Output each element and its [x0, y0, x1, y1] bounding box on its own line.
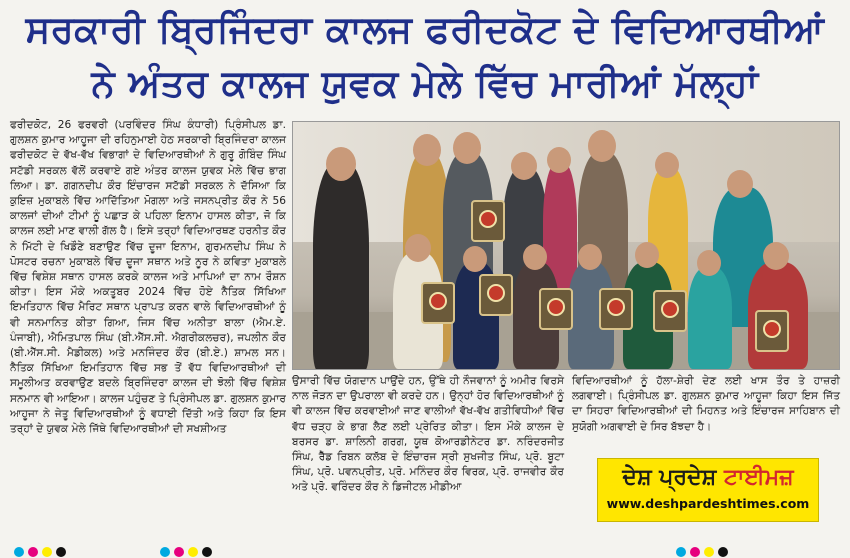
article-column-2 [292, 374, 564, 496]
news-photo [292, 121, 840, 370]
print-color-bar [0, 546, 850, 558]
headline [8, 4, 842, 112]
article-column-3 [572, 374, 840, 435]
headline-line-1: ਸਰਕਾਰੀ ਬ੍ਰਿਜਿੰਦਰਾ ਕਾਲਜ ਫਰੀਦਕੋਟ ਦੇ ਵਿਦਿਆਰਥੀਆਂ [25, 8, 825, 51]
article-column-1 [10, 118, 286, 437]
website-url: www.deshpardeshtimes.com [606, 496, 810, 511]
brand-part-1: ਦੇਸ਼ ਪ੍ਰਦੇਸ਼ [622, 465, 717, 490]
headline-line-2: ਨੇ ਅੰਤਰ ਕਾਲਜ ਯੁਵਕ ਮੇਲੇ ਵਿੱਚ ਮਾਰੀਆਂ ਮੱਲ੍ਹਾਂ [91, 62, 759, 105]
article-text-2: ਉਸਾਰੀ ਵਿੱਚ ਯੋਗਦਾਨ ਪਾਉਂਦੇ ਹਨ, ਉੱਥੇ ਹੀ ਨੌਜਵਾਨਾਂ ਨੂੰ ਅਮੀਰ ਵਿਰਸੇ ਨਾਲ ਜੋੜਨ ਦਾ ਉਪਰਾਲਾ ਵੀ ਕਰਦੇ ਹਨ। ਉਨ੍ਹਾਂ ਹੋਰ ਵਿਦਿਆਰਥੀਆਂ ਨੂੰ ਵੀ ਕਾਲਜ ਵਿੱਚ ਕਰਵਾਈਆਂ ਜਾਣ ਵਾਲੀਆਂ ਵੱਖ-ਵੱਖ ਗਤੀਵਿਧੀਆਂ ਵਿੱਚ ਵੱਧ ਚੜ੍ਹ ਕੇ ਭਾਗ ਲੈਣ ਲਈ ਪ੍ਰੇਰਿਤ ਕੀਤਾ। ਇਸ ਮੌਕੇ ਕਾਲਜ ਦੇ ਬਰਸਰ ਡਾ. ਸ਼ਾਲਿਨੀ ਗਰਗ, ਯੂਥ ਕੋਆਰਡੀਨੇਟਰ ਡਾ. ਨਰਿੰਦਰਜੀਤ ਸਿੰਘ, ਰੈੱਡ ਰਿਬਨ ਕਲੱਬ ਦੇ ਇੰਚਾਰਜ ਸ੍ਰੀ ਸੁਖਜੀਤ ਸਿੰਘ, ਪ੍ਰੋ. ਬੂਟਾ ਸਿੰਘ, ਪ੍ਰੋ. ਪਵਨਪ੍ਰੀਤ, ਪ੍ਰੋ. ਮਨਿੰਦਰ ਕੌਰ ਵਿਰਕ, ਪ੍ਰੋ. ਰਾਜਵੀਰ ਕੌਰ ਅਤੇ ਪ੍ਰੋ. ਵਰਿੰਦਰ ਕੌਰ ਨੇ ਡਿਜੀਟਲ ਮੀਡੀਆ [292, 375, 564, 494]
publication-logo [597, 458, 819, 522]
brand-part-2: ਟਾਈਮਜ਼ [723, 465, 794, 490]
article-text-3: ਵਿਦਿਆਰਥੀਆਂ ਨੂੰ ਹੱਲਾ-ਸ਼ੇਰੀ ਦੇਣ ਲਈ ਖਾਸ ਤੌਰ ਤੇ ਹਾਜ਼ਰੀ ਲਗਵਾਈ। ਪ੍ਰਿੰਸੀਪਲ ਡਾ. ਗੁਲਸ਼ਨ ਕੁਮਾਰ ਆਹੂਜਾ ਕਿਹਾ ਇਸ ਜਿੱਤ ਦਾ ਸਿਹਰਾ ਵਿਦਿਆਰਥੀਆਂ ਦੀ ਮਿਹਨਤ ਅਤੇ ਇੰਚਾਰਜ ਸਾਹਿਬਾਨ ਦੀ ਸੁਯੋਗੀ ਅਗਵਾਈ ਦੇ ਸਿਰ ਬੱਝਦਾ ਹੈ। [572, 375, 840, 433]
article-text-1: ਫਰੀਦਕੋਟ, 26 ਫਰਵਰੀ (ਪਰਵਿੰਦਰ ਸਿੰਘ ਕੰਧਾਰੀ) ਪ੍ਰਿੰਸੀਪਲ ਡਾ. ਗੁਲਸ਼ਨ ਕੁਮਾਰ ਆਹੂਜਾ ਦੀ ਰਹਿਨੁਮਾਈ ਹੇਠ ਸਰਕਾਰੀ ਬ੍ਰਿਜਿੰਦਰਾ ਕਾਲਜ ਫਰੀਦਕੋਟ ਦੇ ਵੱਖ-ਵੱਖ ਵਿਭਾਗਾਂ ਦੇ ਵਿਦਿਆਰਥੀਆਂ ਨੇ ਗੁਰੂ ਗੋਬਿੰਦ ਸਿੰਘ ਸਟੱਡੀ ਸਰਕਲ ਵੱਲੋਂ ਕਰਵਾਏ ਗਏ ਅੰਤਰ ਕਾਲਜ ਯੁਵਕ ਮੇਲੇ ਵਿੱਚ ਭਾਗ ਲਿਆ। ਡਾ. ਗਗਨਦੀਪ ਕੌਰ ਇੰਚਾਰਜ ਸਟੱਡੀ ਸਰਕਲ ਨੇ ਦੱਸਿਆ ਕਿ ਕੁਇਜ਼ ਮੁਕਾਬਲੇ ਵਿੱਚ ਆਦਿੱਤਿਆ ਮੋਗਲਾ ਅਤੇ ਜਸਨਪ੍ਰੀਤ ਕੌਰ ਨੇ 56 ਕਾਲਜਾਂ ਦੀਆਂ ਟੀਮਾਂ ਨੂੰ ਪਛਾੜ ਕੇ ਪਹਿਲਾ ਇਨਾਮ ਹਾਸਲ ਕੀਤਾ, ਜੋ ਕਿ ਕਾਲਜ ਲਈ ਮਾਣ ਵਾਲੀ ਗੱਲ ਹੈ। ਇਸੇ ਤਰ੍ਹਾਂ ਵਿਦਿਆਰਥਣ ਹਰਨੀਤ ਕੌਰ ਨੇ ਮਿੱਟੀ ਦੇ ਖਿਡੌਣੇ ਬਣਾਉਣ ਵਿੱਚ ਦੂਜਾ ਇਨਾਮ, ਗੁਰਮਨਦੀਪ ਸਿੰਘ ਨੇ ਪੋਸਟਰ ਰਚਨਾ ਮੁਕਾਬਲੇ ਵਿੱਚ ਦੂਜਾ ਸਥਾਨ ਅਤੇ ਨੂਰ ਨੇ ਕਵਿਤਾ ਮੁਕਾਬਲੇ ਵਿੱਚ ਵਿਸ਼ੇਸ਼ ਸਥਾਨ ਹਾਸਲ ਕਰਕੇ ਕਾਲਜ ਅਤੇ ਮਾਪਿਆਂ ਦਾ ਨਾਮ ਰੌਸ਼ਨ ਕੀਤਾ। ਇਸ ਮੌਕੇ ਅਕਤੂਬਰ 2024 ਵਿੱਚ ਹੋਏ ਨੈਤਿਕ ਸਿੱਖਿਆ ਇਮਤਿਹਾਨ ਵਿੱਚ ਮੈਰਿਟ ਸਥਾਨ ਪ੍ਰਾਪਤ ਕਰਨ ਵਾਲੇ ਵਿਦਿਆਰਥੀਆਂ ਨੂੰ ਵੀ ਸਨਮਾਨਿਤ ਕੀਤਾ ਗਿਆ, ਜਿਸ ਵਿੱਚ ਅਨੀਤਾ ਬਾਲਾ (ਐਮ.ਏ. ਪੰਜਾਬੀ), ਐਮਿਤਪਾਲ ਸਿੰਘ (ਬੀ.ਐੱਸ.ਸੀ. ਐਗਰੀਕਲਚਰ), ਜਪਲੀਨ ਕੌਰ (ਬੀ.ਐੱਸ.ਸੀ. ਮੈਡੀਕਲ) ਅਤੇ ਮਨਜਿੰਦਰ ਕੌਰ (ਬੀ.ਏ.) ਸ਼ਾਮਲ ਸਨ। ਨੈਤਿਕ ਸਿੱਖਿਆ ਇਮਤਿਹਾਨ ਵਿੱਚ ਸਭ ਤੋਂ ਵੱਧ ਵਿਦਿਆਰਥੀਆਂ ਦੀ ਸਮੂਲੀਅਤ ਕਰਵਾਉਣ ਬਦਲੇ ਬ੍ਰਿਜਿੰਦਰਾ ਕਾਲਜ ਦੀ ਝੋਲੀ ਵਿੱਚ ਵਿਸ਼ੇਸ਼ ਸਨਮਾਨ ਵੀ ਆਇਆ। ਕਾਲਜ ਪਹੁੰਚਣ ਤੇ ਪ੍ਰਿੰਸੀਪਲ ਡਾ. ਗੁਲਸ਼ਨ ਕੁਮਾਰ ਆਹੂਜਾ ਨੇ ਜੇਤੂ ਵਿਦਿਆਰਥੀਆਂ ਨੂੰ ਵਧਾਈ ਦਿੱਤੀ ਅਤੇ ਕਿਹਾ ਕਿ ਇਸ ਤਰ੍ਹਾਂ ਦੇ ਯੁਵਕ ਮੇਲੇ ਜਿੱਥੇ ਵਿਦਿਆਰਥੀਆਂ ਦੀ ਸਖਸ਼ੀਅਤ [10, 119, 286, 436]
brand-name [598, 461, 818, 495]
